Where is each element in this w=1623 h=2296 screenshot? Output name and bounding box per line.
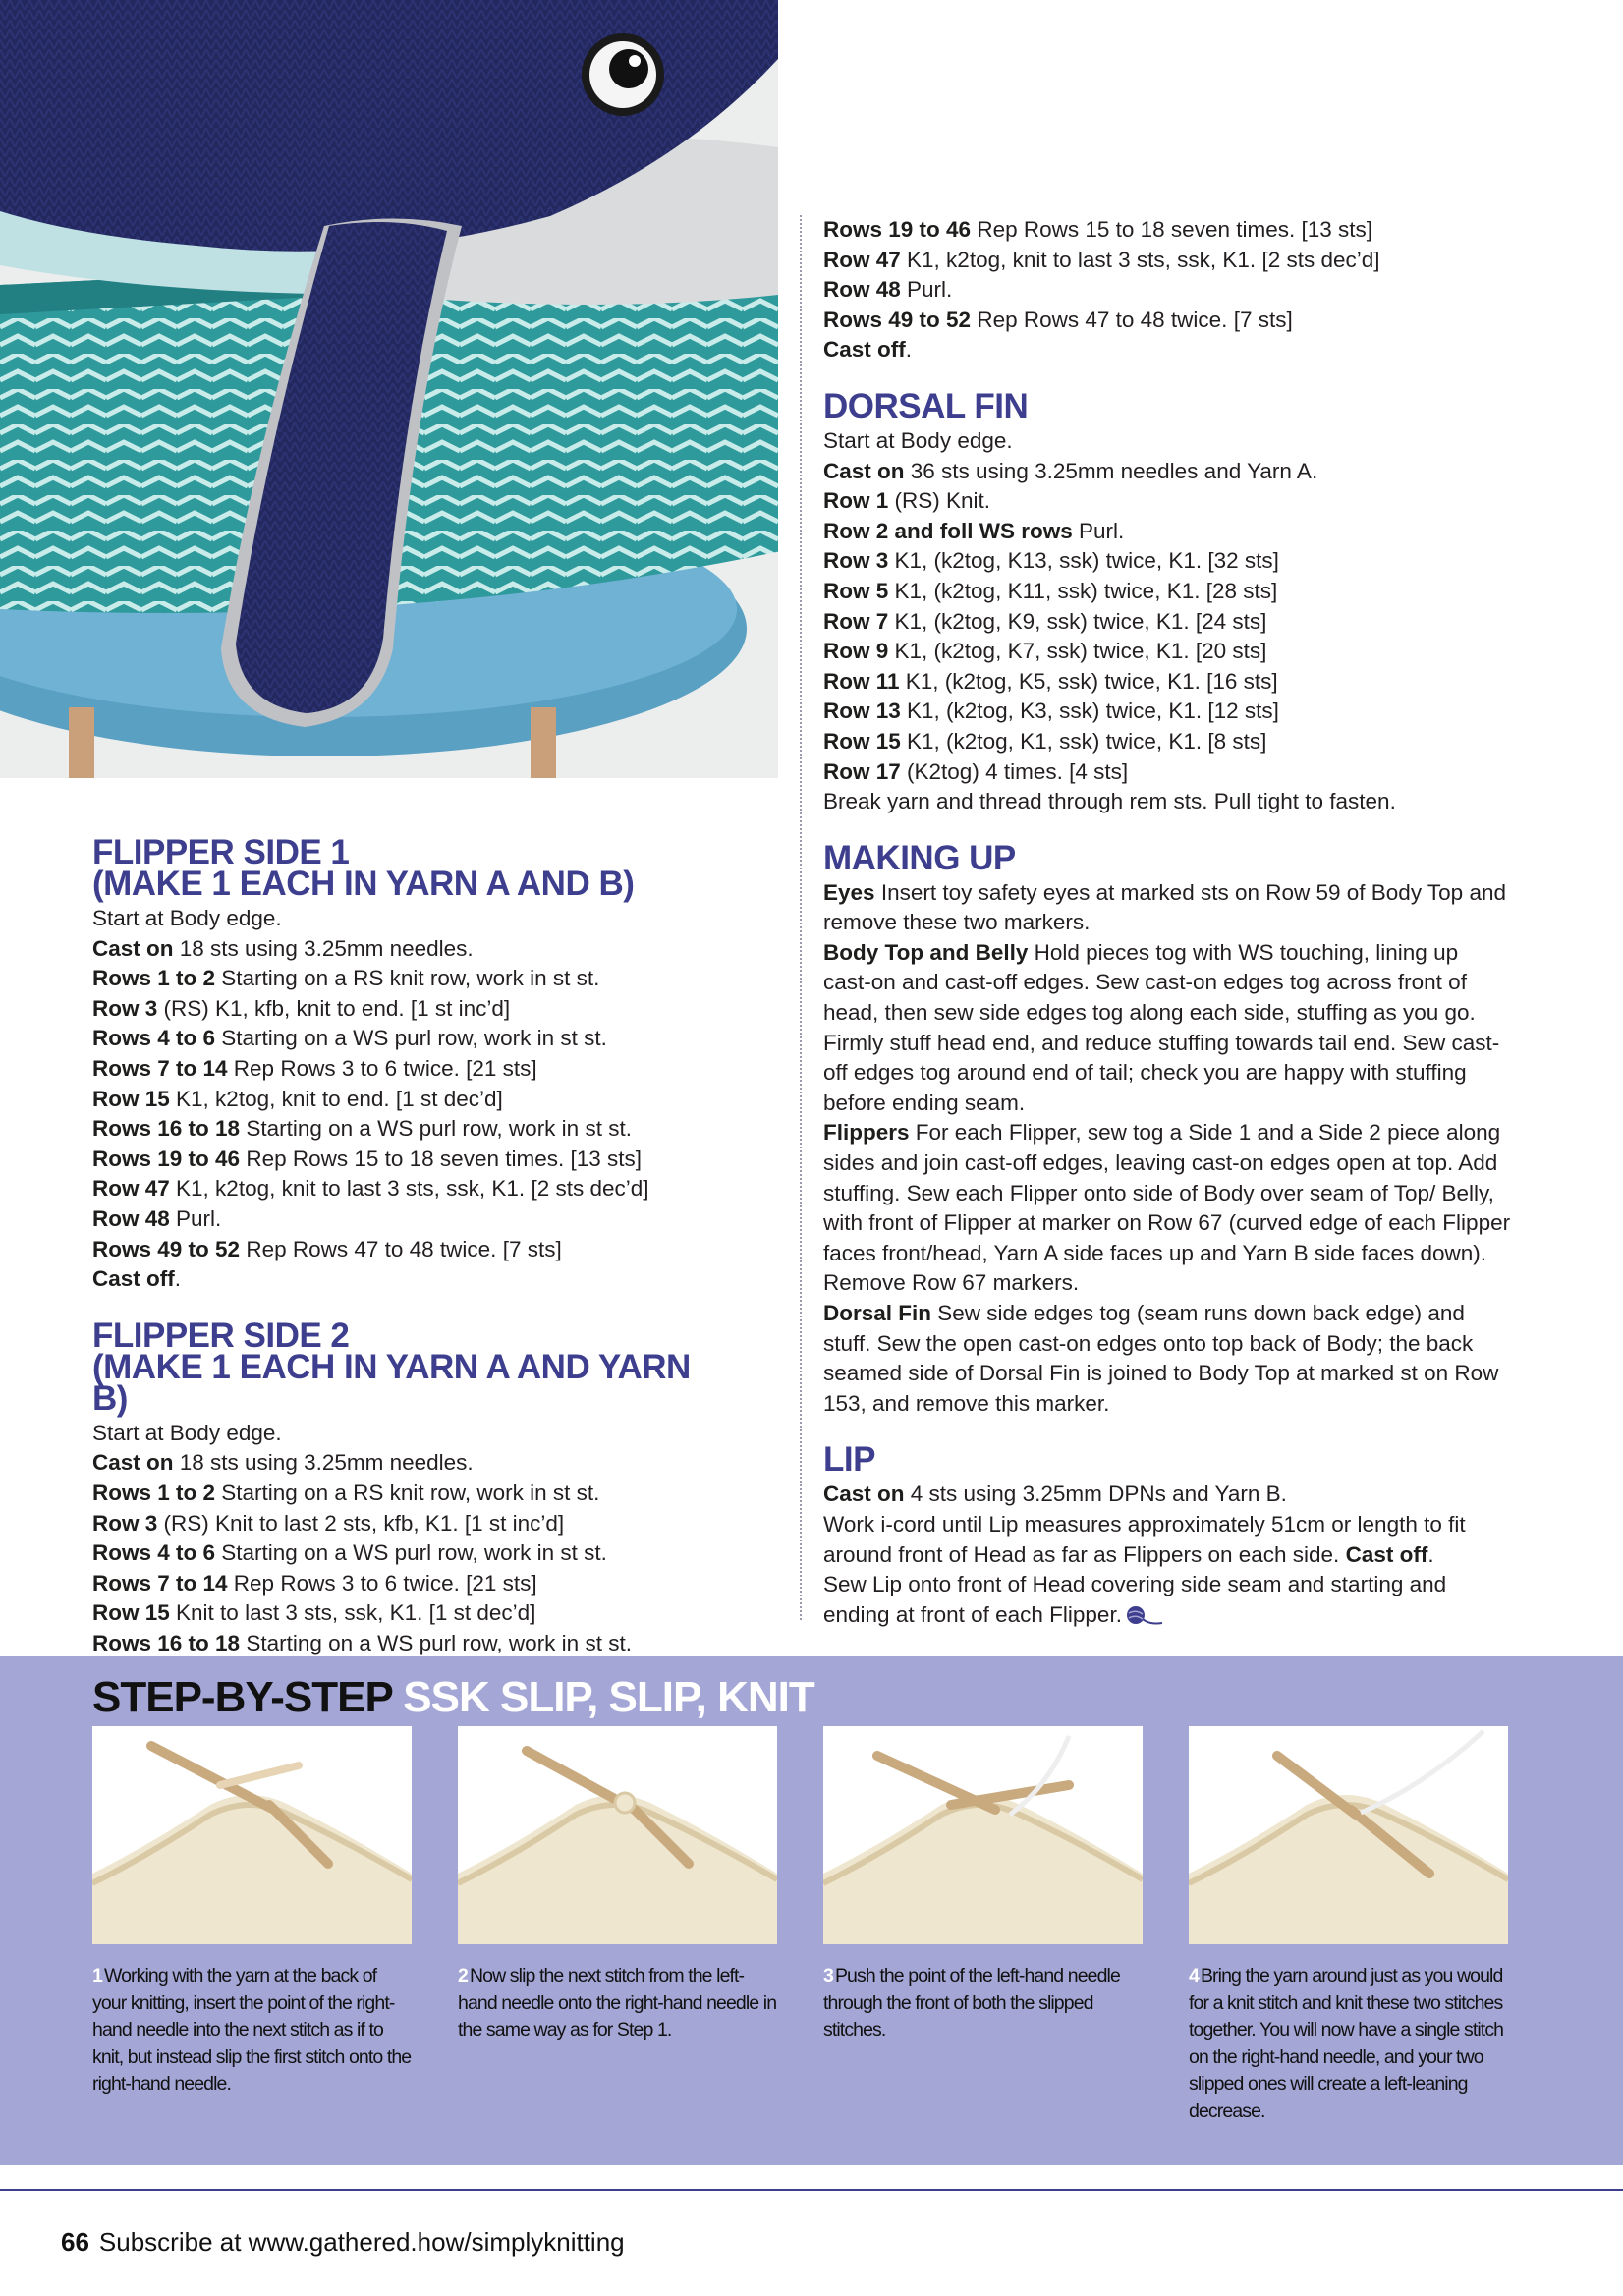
step-3-photo — [823, 1726, 1143, 1944]
instruction-line: Row 9 K1, (k2tog, K7, ssk) twice, K1. [20 sts] — [823, 639, 1267, 664]
step-by-step-title — [92, 1670, 814, 1725]
instruction-line: Row 2 and foll WS rows Purl. — [823, 518, 1125, 543]
flipper-side-1-heading — [92, 833, 721, 903]
step-text: Push the point of the left-hand needle through the front of both the slipped stitches. — [823, 1965, 1120, 2042]
flipper-side-1-instructions — [92, 904, 721, 1295]
step-1-caption — [92, 1963, 412, 2099]
flipper-side-2-instructions — [92, 1419, 721, 1659]
instruction-line: Row 3 (RS) Knit to last 2 sts, kfb, K1. [1 st inc’d] — [92, 1510, 565, 1536]
column-divider — [800, 215, 802, 1620]
instruction-line: Row 47 K1, k2tog, knit to last 3 sts, ssk, K1. [2 sts dec’d] — [823, 247, 1380, 272]
instruction-line: Break yarn and thread through rem sts. Pull tight to fasten. — [823, 789, 1396, 814]
making-up-instructions — [823, 878, 1511, 1420]
making-up-heading: MAKING UP — [823, 838, 1016, 877]
instruction-para: Body Top and Belly Hold pieces tog with WS touching, lining up cast-on and cast-off edges. Sew cast-on edges tog across front of head, then sew side edges tog along each side, stuffing as you go. Firmly stuff head end, and reduce stuffing towards tail end. Sew cast-off edges tog around end of tail; check you are happy with stuffing before ending seam. — [823, 939, 1500, 1115]
instruction-line: Rows 49 to 52 Rep Rows 47 to 48 twice. [7 sts] — [92, 1236, 562, 1261]
instruction-para: Sew Lip onto front of Head covering side seam and starting and ending at front of each Flipper. — [823, 1570, 1511, 1635]
instruction-line: Row 3 K1, (k2tog, K13, ssk) twice, K1. [32 sts] — [823, 548, 1279, 574]
lip-heading: LIP — [823, 1440, 875, 1480]
instruction-line: Rows 49 to 52 Rep Rows 47 to 48 twice. [7 sts] — [823, 307, 1293, 332]
instruction-line: Row 15 K1, (k2tog, K1, ssk) twice, K1. [8 sts] — [823, 728, 1267, 754]
instruction-line: Row 47 K1, k2tog, knit to last 3 sts, ssk, K1. [2 sts dec’d] — [92, 1176, 649, 1202]
instruction-line: Rows 19 to 46 Rep Rows 15 to 18 seven times. [13 sts] — [823, 217, 1373, 242]
instruction-line: Rows 16 to 18 Starting on a WS purl row, work in st st. — [92, 1116, 632, 1142]
title-prefix: STEP-BY-STEP — [92, 1673, 393, 1721]
step-1-photo — [92, 1726, 412, 1944]
instruction-para: Work i-cord until Lip measures approximately 51cm or length to fit around front of Head as far as Flippers on each side. Cast off. — [823, 1511, 1466, 1567]
flipper-side-2-continued — [823, 215, 1511, 365]
instruction-line: Rows 16 to 18 Starting on a WS purl row, work in st st. — [92, 1630, 632, 1655]
instruction-para: Eyes Insert toy safety eyes at marked sts on Row 59 of Body Top and remove these two markers. — [823, 879, 1506, 935]
lip-instructions — [823, 1480, 1511, 1635]
whale-flipper-photo — [0, 0, 778, 778]
instruction-line: Row 11 K1, (k2tog, K5, ssk) twice, K1. [16 sts] — [823, 668, 1278, 694]
left-column — [92, 833, 721, 1658]
step-2-caption — [458, 1963, 777, 2044]
step-number: 3 — [823, 1965, 833, 1987]
instruction-line: Cast on 36 sts using 3.25mm needles and Yarn A. — [823, 458, 1318, 483]
step-4-caption — [1189, 1963, 1508, 2126]
subscribe-link[interactable]: Subscribe at www.gathered.how/simplyknitting — [98, 2227, 625, 2257]
right-column — [823, 215, 1511, 1635]
dorsal-fin-heading: DORSAL FIN — [823, 386, 1029, 425]
step-text: Working with the yarn at the back of your knitting, insert the point of the right-hand needle into the next stitch as if to knit, but instead slip the first stitch onto the right-hand needle. — [92, 1965, 412, 2096]
heading-line: (MAKE 1 EACH IN YARN A AND B) — [92, 865, 635, 903]
instruction-line: Start at Body edge. — [823, 427, 1013, 453]
step-4-photo — [1189, 1726, 1508, 1944]
flipper-side-2-heading — [92, 1316, 721, 1418]
instruction-line: Rows 19 to 46 Rep Rows 15 to 18 seven times. [13 sts] — [92, 1146, 643, 1171]
instruction-line: Row 7 K1, (k2tog, K9, ssk) twice, K1. [24 sts] — [823, 608, 1267, 634]
step-3-caption — [823, 1963, 1143, 2044]
step-number: 4 — [1189, 1965, 1199, 1987]
heading-line: FLIPPER SIDE 1 — [92, 833, 350, 871]
instruction-line: Rows 4 to 6 Starting on a WS purl row, work in st st. — [92, 1026, 607, 1051]
instruction-para: Dorsal Fin Sew side edges tog (seam runs down back edge) and stuff. Sew the open cast-on edges onto top back of Body; the back seamed side of Dorsal Fin is joined to Body Top at marked st on Row 153, and remove this marker. — [823, 1301, 1499, 1416]
instruction-line: Row 13 K1, (k2tog, K3, ssk) twice, K1. [12 sts] — [823, 699, 1279, 724]
step-text: Now slip the next stitch from the left-hand needle onto the right-hand needle in the same way as for Step 1. — [458, 1965, 777, 2042]
instruction-line: Row 3 (RS) K1, kfb, knit to end. [1 st inc’d] — [92, 995, 511, 1021]
instruction-line: Start at Body edge. — [92, 906, 282, 930]
yarn-ball-end-icon — [1126, 1605, 1163, 1636]
instruction-line: Row 1 (RS) Knit. — [823, 488, 991, 514]
instruction-line: Cast off. — [823, 337, 913, 363]
instruction-para: Flippers For each Flipper, sew tog a Side 1 and a Side 2 piece along sides and join cast-off edges, leaving cast-on edges open at top. Add stuffing. Sew each Flipper onto side of Body over seam of Top/ Belly, with front of Flipper at marker on Row 67 (curved edge of each Flipper faces front/head, Yarn A side faces up and Yarn B side faces down). Remove Row 67 markers. — [823, 1120, 1511, 1296]
title-suffix: SSK SLIP, SLIP, KNIT — [392, 1673, 814, 1721]
instruction-line: Start at Body edge. — [92, 1420, 282, 1445]
dorsal-fin-instructions — [823, 426, 1511, 817]
step-number: 2 — [458, 1965, 468, 1987]
instruction-line: Cast on 18 sts using 3.25mm needles. — [92, 935, 474, 961]
page-footer — [61, 2225, 625, 2259]
instruction-line: Row 48 Purl. — [92, 1205, 222, 1231]
page-number: 66 — [61, 2227, 89, 2257]
step-number: 1 — [92, 1965, 102, 1987]
instruction-line: Row 48 Purl. — [823, 277, 953, 303]
instruction-line: Row 5 K1, (k2tog, K11, ssk) twice, K1. [28 sts] — [823, 578, 1278, 603]
step-text: Bring the yarn around just as you would for a knit stitch and knit these two stitches together. You will now have a single stitch on the right-hand needle, and your two slipped ones will create a left-leaning decrease. — [1189, 1965, 1504, 2122]
instruction-line: Rows 4 to 6 Starting on a WS purl row, work in st st. — [92, 1540, 607, 1566]
heading-line: (MAKE 1 EACH IN YARN A AND YARN B) — [92, 1347, 691, 1418]
instruction-line: Rows 7 to 14 Rep Rows 3 to 6 twice. [21 sts] — [92, 1570, 537, 1596]
footer-rule — [0, 2189, 1623, 2191]
instruction-line: Rows 1 to 2 Starting on a RS knit row, work in st st. — [92, 1480, 600, 1505]
step-2-photo — [458, 1726, 777, 1944]
instruction-line: Row 15 Knit to last 3 sts, ssk, K1. [1 st dec’d] — [92, 1600, 536, 1626]
instruction-line: Cast on 4 sts using 3.25mm DPNs and Yarn B. — [823, 1482, 1287, 1507]
heading-line: FLIPPER SIDE 2 — [92, 1316, 350, 1355]
instruction-line: Cast off. — [92, 1266, 182, 1292]
instruction-line: Row 17 (K2tog) 4 times. [4 sts] — [823, 758, 1129, 784]
instruction-line: Row 15 K1, k2tog, knit to end. [1 st dec’d] — [92, 1086, 503, 1111]
instruction-line: Rows 1 to 2 Starting on a RS knit row, work in st st. — [92, 966, 600, 991]
instruction-line: Rows 7 to 14 Rep Rows 3 to 6 twice. [21 sts] — [92, 1055, 537, 1081]
instruction-line: Cast on 18 sts using 3.25mm needles. — [92, 1450, 474, 1476]
